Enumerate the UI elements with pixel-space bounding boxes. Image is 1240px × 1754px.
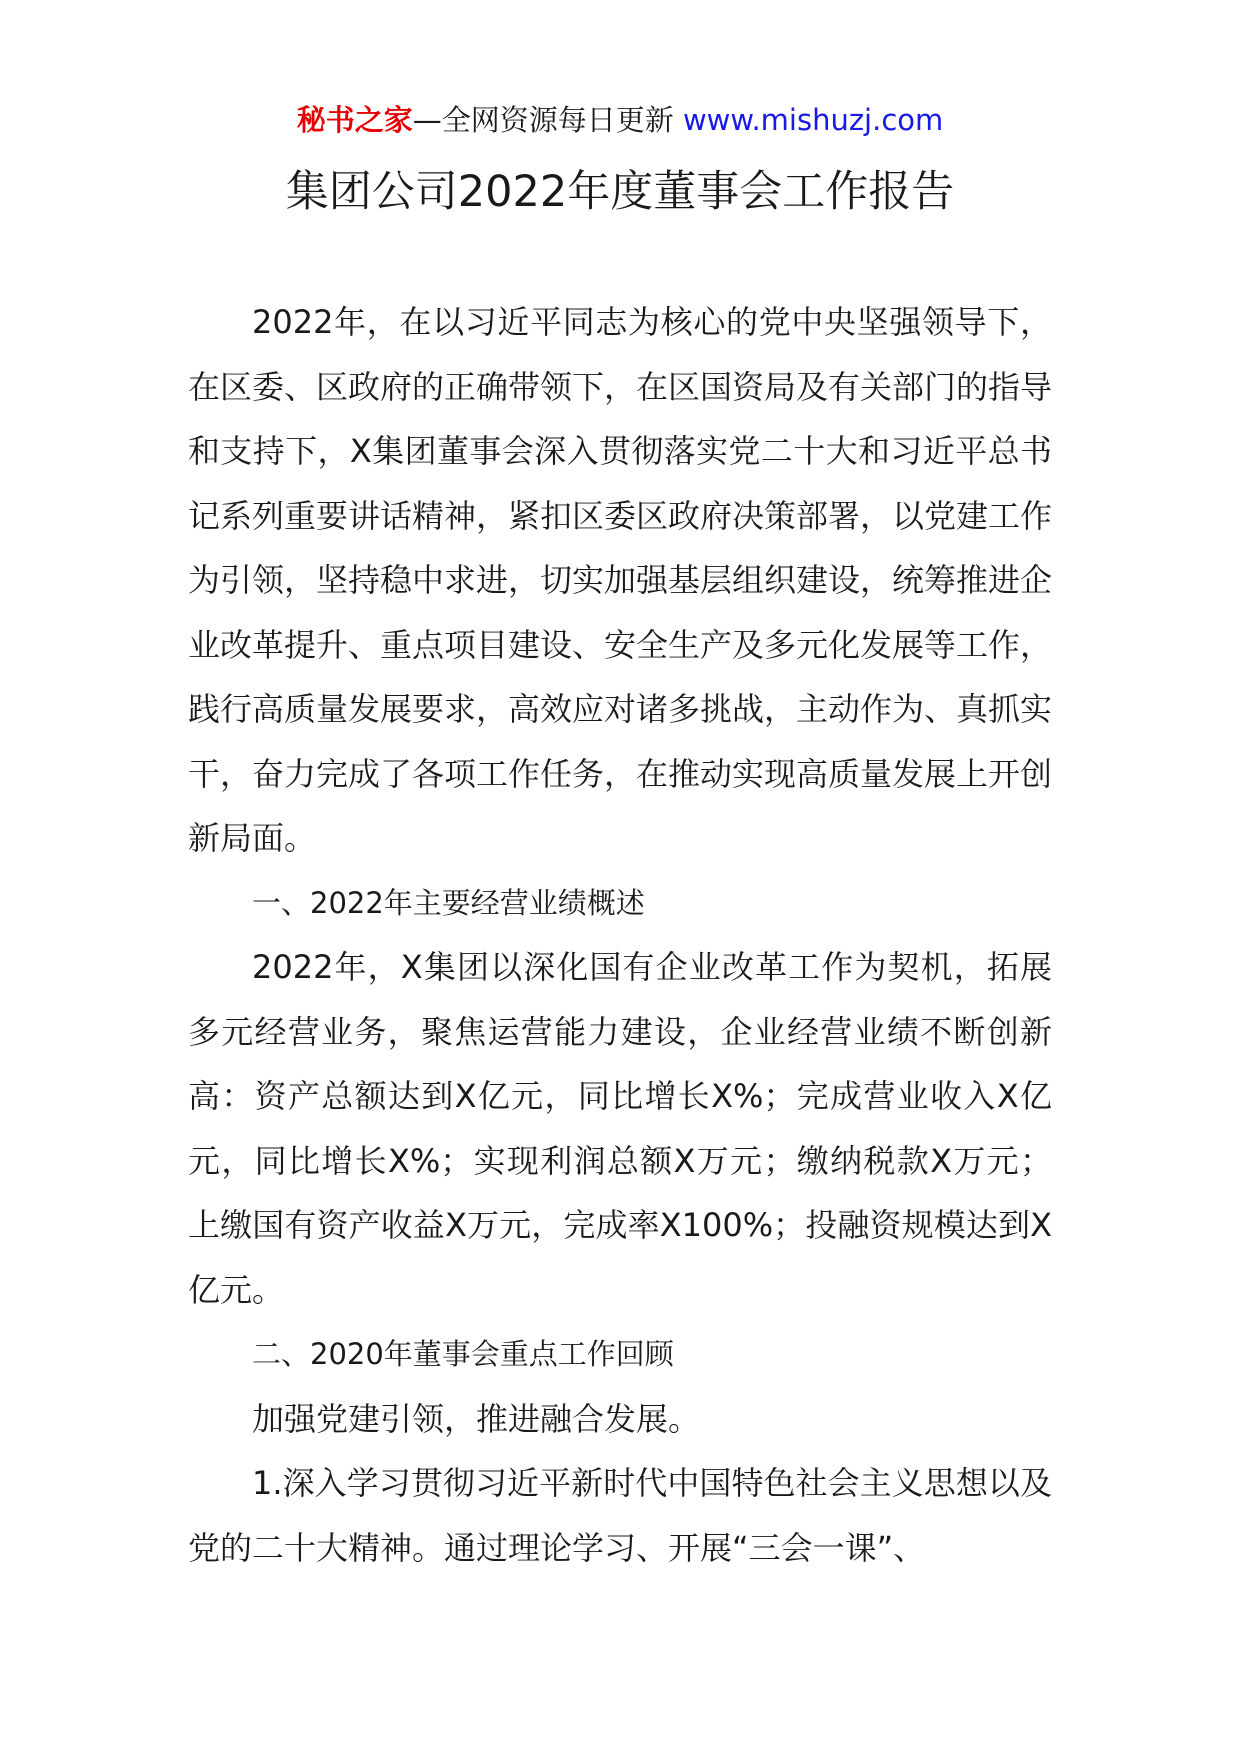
document-title: 集团公司2022年度董事会工作报告 <box>285 167 955 217</box>
paragraph-item-1: 1.深入学习贯彻习近平新时代中国特色社会主义思想以及党的二十大精神。通过理论学习、开展“三会一课”、 <box>188 1464 1052 1567</box>
paragraph-intro: 2022年，在以习近平同志为核心的党中央坚强领导下，在区委、区政府的正确带领下，在区国资局及有关部门的指导和支持下，X集团董事会深入贯彻落实党二十大和习近平总书记系列重要讲话精神，紧扣区委区政府决策部署，以党建工作为引领，坚持稳中求进，切实加强基层组织建设，统筹推进企业改革提升、重点项目建设、安全生产及多元化发展等工作，践行高质量发展要求，高效应对诸多挑战，主动作为、真抓实干，奋力完成了各项工作任务，在推动实现高质量发展上开创新局面。 <box>188 303 1053 857</box>
paragraph-performance: 2022年，X集团以深化国有企业改革工作为契机，拓展多元经营业务，聚焦运营能力建设，企业经营业绩不断创新高：资产总额达到X亿元，同比增长X%；完成营业收入X亿元，同比增长X%；实现利润总额X万元；缴纳税款X万元；上缴国有资产收益X万元，完成率X100%；投融资规模达到X亿元。 <box>188 948 1052 1309</box>
header-tagline: —全网资源每日更新 <box>412 103 674 137</box>
brand-name: 秘书之家 <box>296 103 413 137</box>
page-header <box>0 100 1240 140</box>
section-heading-2: 二、2020年董事会重点工作回顾 <box>252 1337 674 1371</box>
section-heading-1: 一、2022年主要经营业绩概述 <box>252 885 645 920</box>
paragraph-party-building: 加强党建引领，推进融合发展。 <box>252 1399 701 1438</box>
document-body <box>188 290 1052 1580</box>
site-link[interactable]: www.mishuzj.com <box>682 103 944 137</box>
